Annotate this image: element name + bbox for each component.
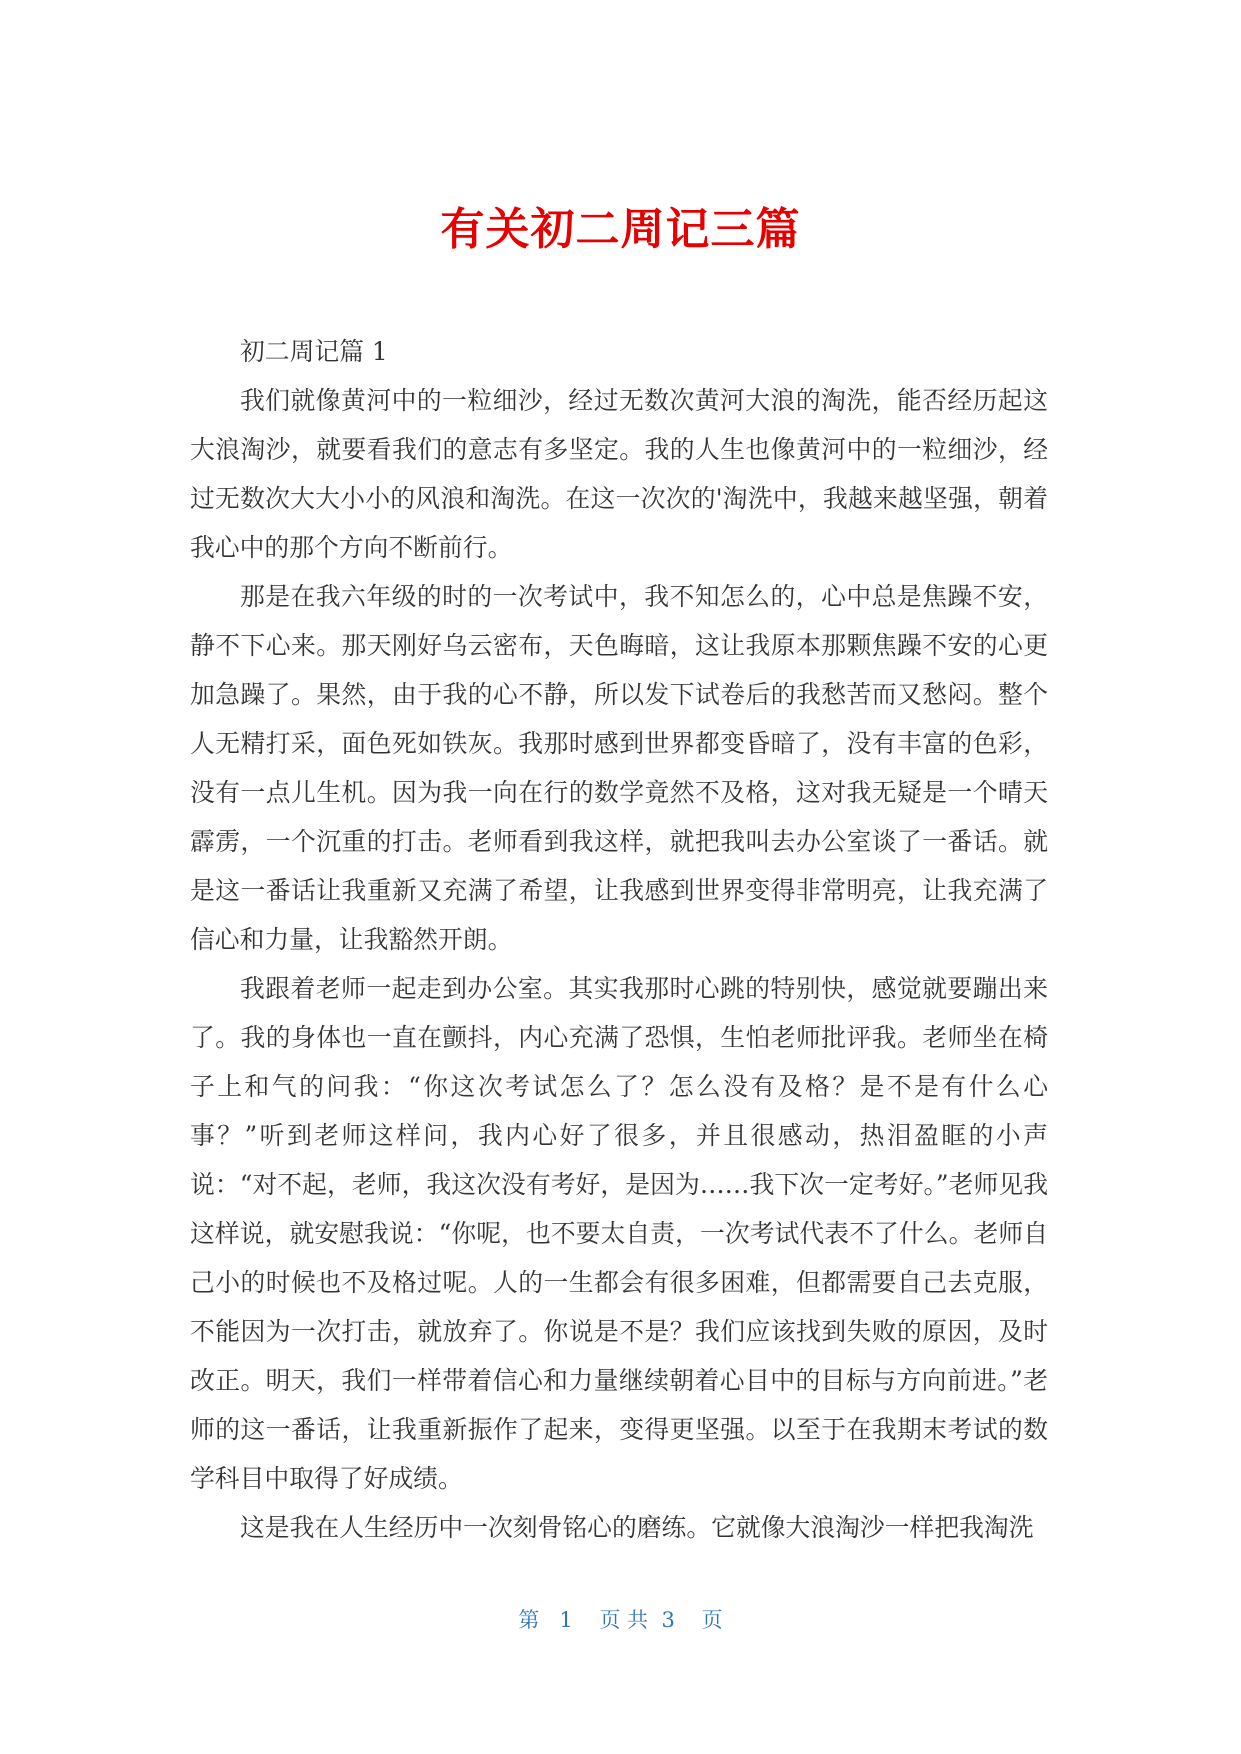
page-number-footer: 第 1 页 共 3 页 xyxy=(518,1608,723,1632)
paragraph: 我们就像黄河中的一粒细沙，经过无数次黄河大浪的淘洗，能否经历起这大浪淘沙，就要看我们的意志有多坚定。我的人生也像黄河中的一粒细沙，经过无数次大大小小的风浪和淘洗。在这一次次的'淘洗中，我越来越坚强，朝着我心中的那个方向不断前行。 xyxy=(190,386,1048,562)
paragraph: 那是在我六年级的时的一次考试中，我不知怎么的，心中总是焦躁不安，静不下心来。那天刚好乌云密布，天色晦暗，这让我原本那颗焦躁不安的心更加急躁了。果然，由于我的心不静，所以发下试卷后的我愁苦而又愁闷。整个人无精打采，面色死如铁灰。我那时感到世界都变昏暗了，没有丰富的色彩，没有一点儿生机。因为我一向在行的数学竟然不及格，这对我无疑是一个晴天霹雳，一个沉重的打击。老师看到我这样，就把我叫去办公室谈了一番话。就是这一番话让我重新又充满了希望，让我感到世界变得非常明亮，让我充满了信心和力量，让我豁然开朗。 xyxy=(190,582,1048,954)
section-heading: 初二周记篇 1 xyxy=(240,337,388,366)
paragraph: 这是我在人生经历中一次刻骨铭心的磨练。它就像大浪淘沙一样把我淘洗 xyxy=(240,1513,1034,1542)
document-title: 有关初二周记三篇 xyxy=(440,204,801,255)
paragraph: 我跟着老师一起走到办公室。其实我那时心跳的特别快，感觉就要蹦出来了。我的身体也一直在颤抖，内心充满了恐惧，生怕老师批评我。老师坐在椅子上和气的问我：“你这次考试怎么了？怎么没有及格？是不是有什么心事？”听到老师这样问，我内心好了很多，并且很感动，热泪盈眶的小声说：“对不起，老师，我这次没有考好，是因为……我下次一定考好。”老师见我这样说，就安慰我说：“你呢，也不要太自责，一次考试代表不了什么。老师自己小的时候也不及格过呢。人的一生都会有很多困难，但都需要自己去克服，不能因为一次打击，就放弃了。你说是不是？我们应该找到失败的原因，及时改正。明天，我们一样带着信心和力量继续朝着心目中的目标与方向前进。”老师的这一番话，让我重新振作了起来，变得更坚强。以至于在我期末考试的数学科目中取得了好成绩。 xyxy=(190,974,1048,1493)
document-body xyxy=(190,327,1048,1552)
